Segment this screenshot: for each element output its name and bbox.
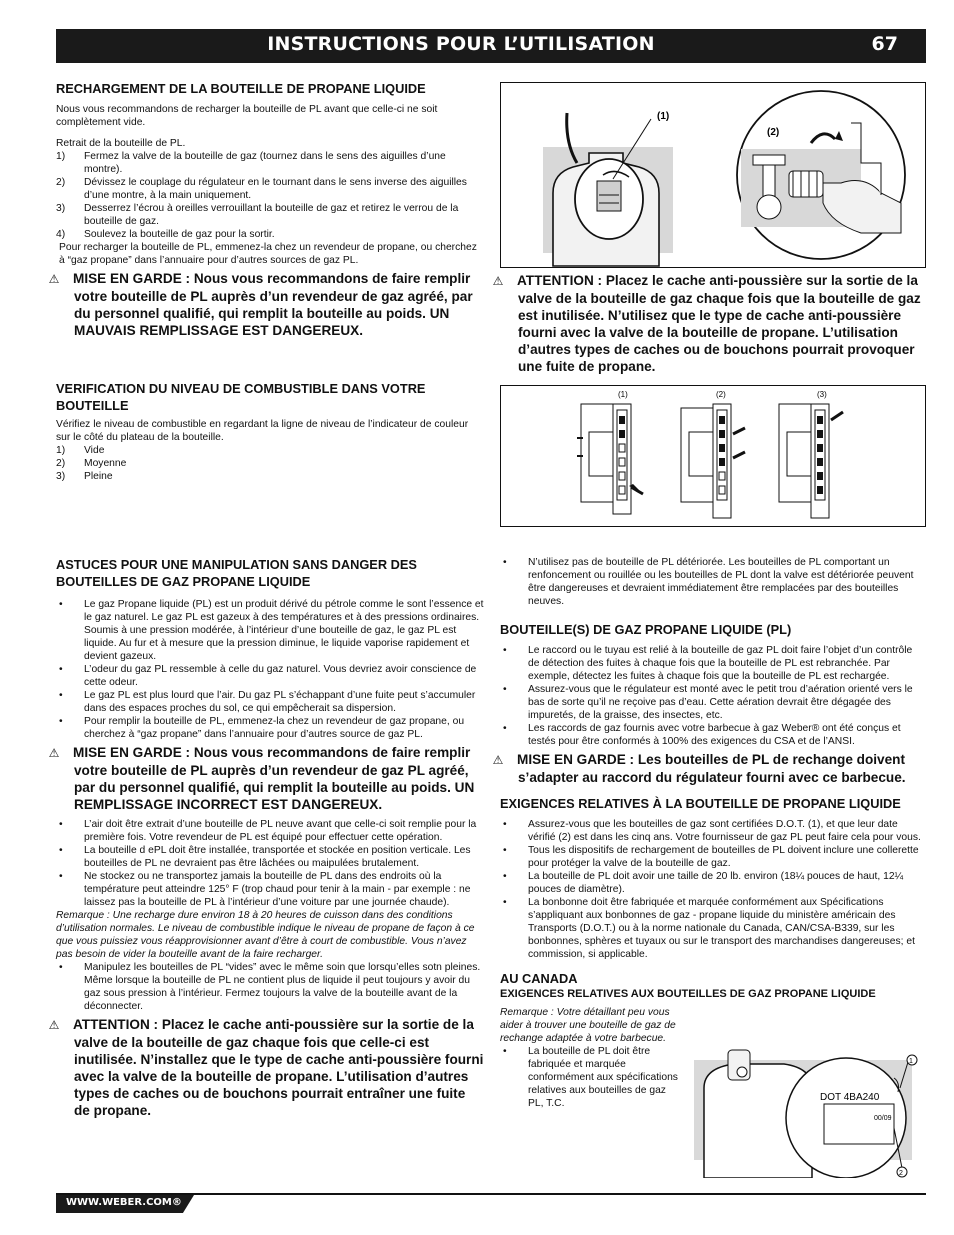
list-item: • L’odeur du gaz PL ressemble à celle du gaz naturel. Vous devriez avoir conscience de cette odeur. xyxy=(56,663,484,689)
list-item: 2) Dévissez le couplage du régulateur en le tournant dans le sens inverse des aiguilles d’une montre, à la main uniquement. xyxy=(56,177,467,201)
list-item: 3) Desserrez l’écrou à oreilles verrouillant la bouteille de gaz et retirez le verrou de la bouteille de gaz. xyxy=(56,203,459,227)
tips-list xyxy=(56,961,484,1013)
remark: Remarque : Votre détaillant peu vous aider à trouver une bouteille de gaz de rechange adaptée à votre barbecue. xyxy=(500,1007,676,1044)
warning-icon: ⚠ xyxy=(492,753,504,767)
callout-1: 1 xyxy=(909,1058,913,1065)
list-item: 1) Vide xyxy=(56,445,105,456)
section-cylinders xyxy=(492,556,926,1110)
list-item: • L’air doit être extrait d’une bouteille de PL neuve avant que celle-ci soit remplie pour la première fois. Votre revendeur de PL est équipé pour effectuer cette opération. xyxy=(56,818,484,844)
list-item: • N’utilisez pas de bouteille de PL détériorée. Les bouteilles de PL comportant un renfoncement ou rouillée ou les bouteilles de PL dont la valve est détériorée peuvent être dangereuses et devraient immédiatement être remplacées par des bouteilles neuves. xyxy=(500,556,926,608)
list-item: • La bonbonne doit être fabriquée et marquée conformément aux Spécifications s’appliquant aux bonbonnes de gaz - propane liquide du ministère américain des Transports (D.O.T.) ou à la norme nationale du Canada, CAN/CSA-B339, sur les bonbonnes, sphères et tuyaux ou sur le transport des marchandises dangereuses; et commission, si applicable. xyxy=(500,896,926,961)
figure-valve-coupling xyxy=(500,82,926,268)
valve-coupling-illustration xyxy=(501,83,925,267)
gauge-label-2: (2) xyxy=(716,390,726,399)
list-item: 3) Pleine xyxy=(56,471,113,482)
page-title: INSTRUCTIONS POUR L’UTILISATION xyxy=(267,33,655,55)
requirements-list xyxy=(500,818,926,961)
tips-list xyxy=(56,818,484,909)
warning-block: ⚠ MISE EN GARDE : Les bouteilles de PL de rechange doivent s’adapter au raccord du régulateur fourni avec ce barbecue. xyxy=(492,752,906,785)
subheading: EXIGENCES RELATIVES AUX BOUTEILLES DE GAZ PROPANE LIQUIDE xyxy=(500,988,876,1000)
warning-icon: ⚠ xyxy=(48,746,60,760)
list-item: • Le gaz PL est plus lourd que l’air. Du gaz PL s’échappant d’une fuite peut s’accumuler dans des espaces proches du sol, ce qui empêcherait sa dispersion. xyxy=(56,689,484,715)
tips-list xyxy=(56,598,484,741)
cylinder-list xyxy=(500,644,926,748)
section-heading: EXIGENCES RELATIVES À LA BOUTEILLE DE PROPANE LIQUIDE xyxy=(500,796,901,811)
section-refill xyxy=(48,80,484,339)
remark: Remarque : Une recharge dure environ 18 à 20 heures de cuisson dans des conditions d’utilisation normales. Le niveau de combustible indique le niveau de propane de façon à ce que vous puissiez vous réapprovisionner avant d’être à court de combustible. Vous n’avez pas besoin de vider la bouteille avant de la faire recharger. xyxy=(56,910,475,960)
list-item: • Assurez-vous que les bouteilles de gaz sont certifiées D.O.T. (1), et que leur date vérifié (2) est dans les cinq ans. Votre fournisseur de gaz PL peut faire cela pour vous. xyxy=(500,818,926,844)
list-item: • La bouteille de PL doit être fabriquée et marquée conformément aux spécifications relatives aux bouteilles de gaz PL, T.C. xyxy=(500,1045,684,1110)
warning-block: ⚠ MISE EN GARDE : Nous vous recommandons de faire remplir votre bouteille de PL auprès d’un revendeur de gaz PL agréé, par du personnel qualifié, qui remplit la bouteille au poids. UN REMPLISSAGE INCORRECT EST DANGEREUX. xyxy=(48,745,475,812)
list-item: • Assurez-vous que le régulateur est monté avec le petit trou d’aération orienté vers le bas de sorte qu’il ne reçoive pas d’eau. Cette aération devrait être dégagée des impuretés, de la graisse, des insectes, etc. xyxy=(500,683,926,722)
canada-list xyxy=(500,1045,684,1110)
list-item: 1) Fermez la valve de la bouteille de gaz (tournez dans le sens des aiguilles d’une montre). xyxy=(56,151,446,175)
warning-icon: ⚠ xyxy=(48,272,60,286)
gauge-label-1: (1) xyxy=(618,390,628,399)
paragraph: Retrait de la bouteille de PL. xyxy=(56,138,186,149)
section-heading: AU CANADA xyxy=(500,971,578,986)
dot-tank-illustration xyxy=(694,1048,926,1178)
list-item: • Le gaz Propane liquide (PL) est un produit dérivé du pétrole comme le sont l’essence et le gaz naturel. Le gaz PL est gazeux à des températures et à des pressions ordinaires. Soumis à une pression modérée, à l’intérieur d’une bouteille de gaz, le gaz PL est liquide. Au fur et à mesure que la pression diminue, le liquide vaporise rapidement et devient gazeux. xyxy=(56,598,484,663)
paragraph: Vérifiez le niveau de combustible en regardant la ligne de niveau de l’indicateur de couleur sur le côté du plateau de la bouteille. xyxy=(56,419,469,443)
list-item: • Manipulez les bouteilles de PL “vides” avec le même soin que lorsqu’elles sotn pleines. Même lorsque la bouteille de PL ne contient plus de liquide il peut toujours y avoir du gaz sous pression à l’intérieur. Fermez toujours la valve de la bouteille avant de la déconnecter. xyxy=(56,961,484,1013)
list-item: • Tous les dispositifs de rechargement de bouteilles de PL doivent inclure une collerette pour protéger la valve de la bouteille de gaz. xyxy=(500,844,926,870)
header-bar xyxy=(56,29,926,63)
section-heading: RECHARGEMENT DE LA BOUTEILLE DE PROPANE LIQUIDE xyxy=(56,81,426,96)
footer-rule xyxy=(56,1193,926,1195)
list-item: • Ne stockez ou ne transportez jamais la bouteille de PL dans des endroits où la température peut atteindre 125° F (trop chaud pour tenir à la main - par exemple : ne laissez pas la bouteille de PL à l’intérieur d’une voiture par une journée chaude). xyxy=(56,870,484,909)
list-item: • La bouteille d ePL doit être installée, transportée et stockée en position verticale. Les bouteilles de PL ne devraient pas être lâchées ou maipulées brutalement. xyxy=(56,844,484,870)
list-item: • Pour remplir la bouteille de PL, emmenez-la chez un revendeur de gaz propane, ou cherchez à “gaz propane” dans l’annuaire pour d’autres source de gaz PL. xyxy=(56,715,484,741)
figure-fuel-gauges xyxy=(500,385,926,527)
footer-url[interactable]: WWW.WEBER.COM® xyxy=(66,1197,182,1208)
callout-2: (2) xyxy=(767,127,780,138)
date-marking: 00/09 xyxy=(874,1115,892,1122)
callout-2: 2 xyxy=(899,1170,903,1177)
list-item: 2) Moyenne xyxy=(56,458,127,469)
section-safety-tips xyxy=(48,556,484,1119)
list-item: 4) Soulevez la bouteille de gaz pour la sortir. xyxy=(56,229,275,240)
attention-block: ⚠ ATTENTION : Placez le cache anti-poussière sur la sortie de la valve de la bouteille de gaz chaque fois que celle-ci est inutilisée. N’installez que le type de cache anti-poussière fourni avec la valve de la bouteille de propane. L’utilisation d’autres types de caches ou de bouchons pourrait entraîner une fuite de propane. xyxy=(48,1017,484,1118)
warning-block: ⚠ MISE EN GARDE : Nous vous recommandons de faire remplir votre bouteille de PL auprès d’un revendeur de gaz agréé, par du personnel qualifié, qui remplit la bouteille au poids. UN MAUVAIS REMPLISSAGE EST DANGEREUX. xyxy=(48,271,473,338)
page-number: 67 xyxy=(871,33,898,55)
canada-text xyxy=(500,1006,684,1110)
paragraph: Pour recharger la bouteille de PL, emmenez-la chez un revendeur de propane, ou cherchez à “gaz propane” dans l’annuaire pour d’autres sources de gaz PL. xyxy=(59,242,477,266)
callout-1: (1) xyxy=(657,111,670,122)
list-item: • Le raccord ou le tuyau est relié à la bouteille de gaz PL doit faire l’objet d’un contrôle de détection des fuites à chaque fois que la bouteille de PL est rebranchée. Par exemple, détectez les fuites à chaque fois que la bouteille de PL est rechargée. xyxy=(500,644,926,683)
level-list xyxy=(56,444,484,483)
cylinder-list xyxy=(500,556,926,608)
section-fuel-level xyxy=(56,380,484,483)
section-heading: BOUTEILLE(S) DE GAZ PROPANE LIQUIDE (PL) xyxy=(500,622,792,637)
list-item: • Les raccords de gaz fournis avec votre barbecue à gaz Weber® ont été conçus et testés pour être conformés à 100% des exigences du CSA et de l’ANSI. xyxy=(500,722,926,748)
section-heading: ASTUCES POUR UNE MANIPULATION SANS DANGER DES BOUTEILLES DE GAZ PROPANE LIQUIDE xyxy=(56,557,417,589)
attention-dust-cap xyxy=(492,272,926,375)
attention-block: ⚠ ATTENTION : Placez le cache anti-poussière sur la sortie de la valve de la bouteille de gaz chaque fois que la bouteille de gaz est inutilisée. N’utilisez que le type de cache anti-poussière fourni avec la valve de la bouteille de propane. L’utilisation d’autres types de caches ou de bouchons pourrait provoquer une fuite de propane. xyxy=(492,273,921,374)
list-item: • La bouteille de PL doit avoir une taille de 20 lb. environ (18¼ pouces de haut, 12¼ pouces de diamètre). xyxy=(500,870,926,896)
gauge-label-3: (3) xyxy=(817,390,827,399)
paragraph: Nous vous recommandons de recharger la bouteille de PL avant que celle-ci ne soit complètement vide. xyxy=(56,104,438,128)
warning-icon: ⚠ xyxy=(492,274,504,288)
fuel-gauge-illustration xyxy=(501,386,925,526)
steps-list xyxy=(56,150,484,241)
dot-marking: DOT 4BA240 xyxy=(820,1092,880,1103)
section-heading: VERIFICATION DU NIVEAU DE COMBUSTIBLE DANS VOTRE BOUTEILLE xyxy=(56,381,426,413)
warning-icon: ⚠ xyxy=(48,1018,60,1032)
figure-dot-tank xyxy=(694,1048,926,1178)
